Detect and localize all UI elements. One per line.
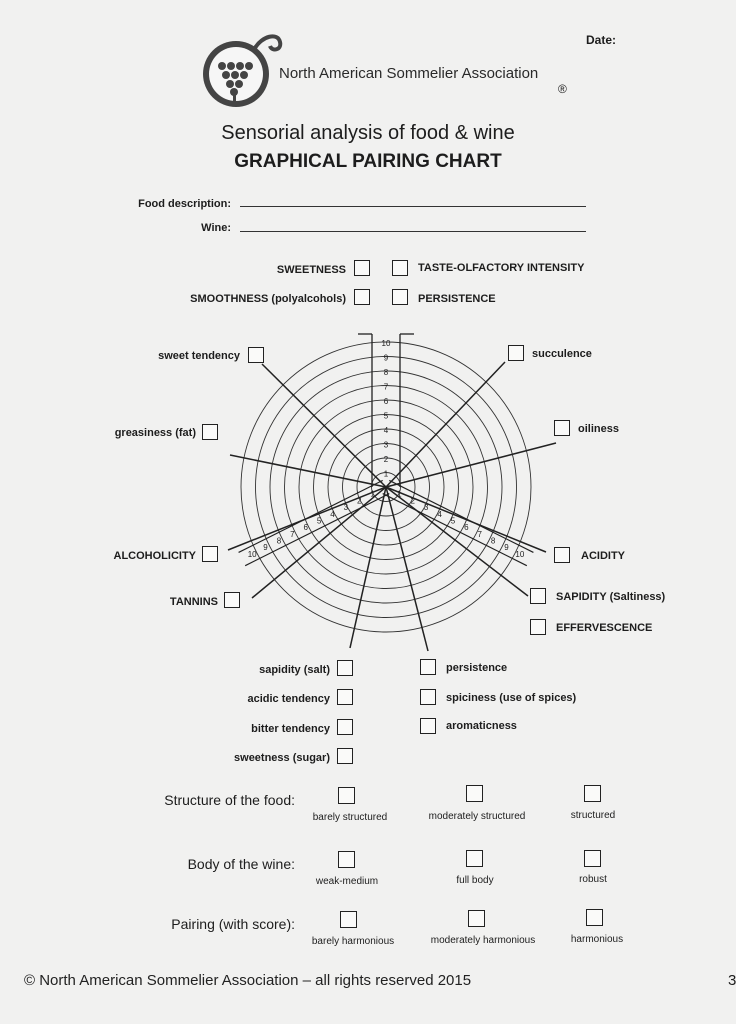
tannins-checkbox[interactable] — [224, 592, 240, 608]
body-label: Body of the wine: — [187, 856, 295, 872]
scale-tick-right: 8 — [490, 536, 496, 546]
aromaticness-checkbox[interactable] — [420, 718, 436, 734]
scale-tick-right: 10 — [515, 549, 525, 559]
scale-tick-right: 4 — [437, 509, 442, 519]
acidity-checkbox[interactable] — [554, 547, 570, 563]
scale-tick-up: 7 — [383, 382, 389, 392]
structured-label: structured — [570, 810, 616, 821]
scale-tick-left: 1 — [370, 489, 375, 499]
persistence-bottom-label: persistence — [446, 662, 508, 674]
scale-tick-up: 9 — [383, 353, 389, 363]
copyright-footer: © North American Sommelier Association – all rights reserved 2015 — [24, 972, 472, 989]
barely-harmonious-checkbox[interactable] — [340, 911, 357, 928]
bitter-tendency-checkbox[interactable] — [337, 719, 353, 735]
scale-tick-left: 5 — [316, 516, 322, 526]
registered-mark: ® — [558, 82, 567, 96]
scale-tick-left-rail — [245, 494, 389, 566]
moderately-structured-label: moderately structured — [428, 811, 526, 822]
barely-structured-label: barely structured — [312, 812, 388, 823]
tannins-label: TANNINS — [169, 596, 218, 608]
page-subtitle: GRAPHICAL PAIRING CHART — [234, 151, 502, 172]
spiciness-checkbox[interactable] — [420, 689, 436, 705]
sapidity-salt-checkbox[interactable] — [337, 660, 353, 676]
full-body-label: full body — [456, 875, 494, 886]
persistence-bottom-checkbox[interactable] — [420, 659, 436, 675]
scale-tick-left-rail — [239, 480, 383, 552]
oiliness-label: oiliness — [578, 423, 619, 435]
succulence-checkbox[interactable] — [508, 345, 524, 361]
alcoholicity-checkbox[interactable] — [202, 546, 218, 562]
acidic-tendency-checkbox[interactable] — [337, 689, 353, 705]
page-number: 3 — [728, 972, 736, 989]
structured-checkbox[interactable] — [584, 785, 601, 802]
scale-tick-up: 8 — [383, 368, 389, 377]
radar-spoke — [262, 364, 386, 487]
radar-spokes — [228, 362, 556, 651]
taste-olfactory-label: TASTE-OLFACTORY INTENSITY — [418, 262, 585, 274]
smoothness-label: SMOOTHNESS (polyalcohols) — [190, 293, 346, 305]
acidity-label: ACIDITY — [581, 550, 625, 562]
sapidity-salt-label: sapidity (salt) — [259, 664, 330, 676]
sapidity-label: SAPIDITY (Saltiness) — [556, 591, 666, 603]
scale-tick-up: 10 — [381, 339, 391, 348]
structure-label: Structure of the food: — [164, 792, 295, 808]
scale-tick-right: 5 — [450, 516, 456, 526]
scale-tick-right: 3 — [423, 503, 429, 513]
succulence-label: succulence — [532, 348, 592, 360]
oiliness-checkbox[interactable] — [554, 420, 570, 436]
scale-tick-right: 6 — [464, 523, 469, 533]
wine-label: Wine: — [201, 222, 231, 234]
scale-tick-left: 9 — [263, 543, 268, 553]
radar-spoke — [230, 455, 386, 487]
scale-tick-right: 9 — [504, 543, 509, 553]
scale-tick-left: 2 — [357, 496, 362, 506]
food-description-label: Food description: — [138, 198, 231, 210]
scale-tick-left: 7 — [290, 529, 295, 539]
greasiness-label: greasiness (fat) — [114, 427, 196, 439]
effervescence-checkbox[interactable] — [530, 619, 546, 635]
scale-tick-up: 3 — [383, 440, 389, 450]
full-body-checkbox[interactable] — [466, 850, 483, 867]
scale-tick-left: 3 — [343, 503, 349, 513]
scale-tick-left: 4 — [330, 509, 335, 519]
aromaticness-label: aromaticness — [446, 720, 517, 732]
scale-tick-up: 1 — [383, 469, 389, 479]
weak-medium-checkbox[interactable] — [338, 851, 355, 868]
robust-label: robust — [579, 874, 607, 885]
sapidity-checkbox[interactable] — [530, 588, 546, 604]
bitter-tendency-label: bitter tendency — [251, 723, 330, 735]
persistence-top-label: PERSISTENCE — [418, 293, 496, 305]
weak-medium-label: weak-medium — [315, 876, 379, 887]
effervescence-label: EFFERVESCENCE — [556, 622, 653, 634]
scale-tick-right-rail — [383, 494, 527, 566]
moderately-structured-checkbox[interactable] — [466, 785, 483, 802]
scale-tick-up: 2 — [383, 455, 389, 464]
robust-checkbox[interactable] — [584, 850, 601, 867]
acidic-tendency-label: acidic tendency — [247, 693, 330, 705]
scale-tick-up: 4 — [383, 426, 389, 435]
harmonious-checkbox[interactable] — [586, 909, 603, 926]
sweetness-sugar-label: sweetness (sugar) — [234, 752, 330, 764]
moderately-harmonious-label: moderately harmonious — [430, 935, 536, 946]
page-title: Sensorial analysis of food & wine — [221, 122, 515, 144]
sweet-tendency-checkbox[interactable] — [248, 347, 264, 363]
date-label: Date: — [586, 33, 617, 47]
scale-tick-right: 1 — [397, 489, 402, 499]
scale-tick-right: 2 — [410, 496, 415, 506]
sweetness-sugar-checkbox[interactable] — [337, 748, 353, 764]
moderately-harmonious-checkbox[interactable] — [468, 910, 485, 927]
alcoholicity-label: ALCOHOLICITY — [113, 550, 196, 562]
sweet-tendency-label: sweet tendency — [158, 350, 240, 362]
scale-tick-right: 7 — [477, 529, 482, 539]
scale-tick-left: 8 — [276, 536, 282, 546]
barely-harmonious-label: barely harmonious — [311, 936, 395, 947]
organization-name: North American Sommelier Association — [279, 65, 539, 82]
harmonious-label: harmonious — [570, 934, 624, 945]
scale-tick-left: 6 — [303, 523, 308, 533]
scale-tick-left: 10 — [247, 549, 257, 559]
scale-tick-up: 6 — [383, 397, 389, 406]
sweetness-label: SWEETNESS — [276, 264, 346, 276]
scale-tick-right-rail — [389, 480, 533, 552]
pairing-label: Pairing (with score): — [171, 916, 295, 932]
spiciness-label: spiciness (use of spices) — [446, 692, 577, 704]
greasiness-checkbox[interactable] — [202, 424, 218, 440]
scale-tick-up: 5 — [383, 411, 389, 421]
barely-structured-checkbox[interactable] — [338, 787, 355, 804]
radar-spoke — [383, 362, 505, 487]
